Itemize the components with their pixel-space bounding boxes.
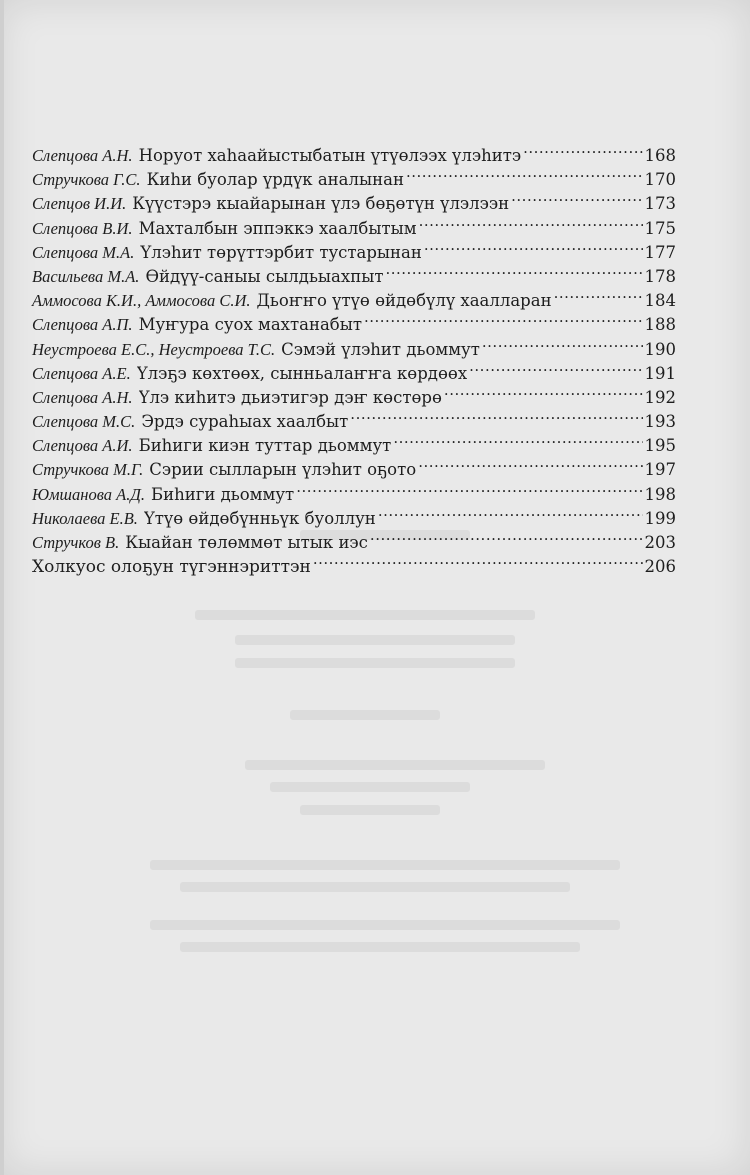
toc-entry-author: Слепцова А.П.	[32, 315, 133, 335]
toc-entry	[32, 480, 676, 504]
toc-leader-dots	[442, 383, 643, 403]
toc-leader-dots	[368, 528, 643, 548]
toc-entry	[32, 141, 676, 165]
table-of-contents	[32, 141, 676, 576]
toc-leader-dots	[376, 504, 643, 524]
toc-entry-page: 192	[644, 387, 676, 407]
toc-leader-dots	[480, 335, 643, 355]
toc-leader-dots	[467, 359, 642, 379]
toc-entry-page: 197	[644, 460, 676, 480]
toc-entry-author: Васильева М.А.	[32, 266, 140, 286]
toc-entry	[32, 238, 676, 262]
toc-leader-dots	[391, 431, 642, 451]
toc-entry-author: Неустроева Е.С., Неустроева Т.С.	[32, 339, 276, 359]
toc-entry-page: 203	[644, 533, 676, 552]
toc-entry	[32, 383, 676, 407]
toc-entry-author: Слепцова А.Н.	[32, 146, 133, 165]
toc-entry-author: Слепцова А.Н.	[32, 387, 133, 407]
toc-leader-dots	[362, 310, 643, 330]
toc-entry	[32, 262, 676, 286]
toc-entry-page: 184	[644, 291, 676, 311]
toc-entry	[32, 214, 676, 238]
toc-entry-page: 206	[644, 557, 676, 577]
toc-entry-author: Аммосова К.И., Аммосова С.И.	[32, 291, 251, 311]
toc-entry-title: Үлэhит төрүттэрбит тустарынан	[140, 242, 422, 262]
toc-leader-dots	[509, 189, 642, 209]
toc-entry-page: 195	[644, 436, 676, 456]
toc-entry-title: Күүстэрэ кыайарынан үлэ бөҕөтүн үлэлээн	[132, 194, 510, 214]
toc-entry-title: Дьоҥҥо үтүө өйдөбүлү хаалларан	[256, 291, 552, 311]
toc-entry	[32, 359, 676, 383]
toc-leader-dots	[552, 286, 643, 306]
toc-entry-title: Кыайан төлөммөт ытык иэс	[125, 533, 368, 552]
toc-entry-page: 188	[644, 315, 676, 335]
toc-entry-author: Слепцова А.И.	[32, 436, 133, 456]
toc-leader-dots	[311, 552, 643, 572]
toc-entry-title: Махталбын эппэккэ хаалбытым	[138, 218, 417, 238]
toc-entry-title: Киhи буолар үрдүк аналынан	[146, 170, 404, 190]
toc-leader-dots	[422, 238, 643, 258]
toc-entry-title: Биhиги киэн туттар дьоммут	[138, 436, 392, 456]
toc-entry-title: Үтүө өйдөбүнньүк буоллун	[143, 508, 376, 528]
toc-entry	[32, 335, 676, 359]
toc-entry-final	[32, 552, 676, 576]
toc-leader-dots	[417, 214, 643, 234]
toc-leader-dots	[294, 480, 642, 500]
toc-entry-author: Стручков В.	[32, 533, 120, 552]
toc-entry-title: Өйдүү-саныы сылдьыахпыт	[145, 266, 384, 286]
toc-entry-page: 191	[644, 363, 676, 383]
toc-entry	[32, 431, 676, 455]
toc-entry-page: 193	[644, 412, 676, 432]
toc-entry-author: Слепцова А.Е.	[32, 363, 131, 383]
toc-leader-dots	[416, 455, 642, 475]
toc-entry-author: Николаева Е.В.	[32, 508, 138, 528]
toc-entry-title: Сэмэй үлэhит дьоммут	[281, 339, 480, 359]
toc-entry-title: Холкуос олоҕун түгэннэриттэн	[32, 557, 311, 578]
toc-entry	[32, 528, 676, 552]
toc-entry-page: 198	[644, 484, 676, 504]
toc-entry-title: Эрдэ сураhыах хаалбыт	[141, 412, 349, 432]
toc-entry-page: 177	[644, 242, 676, 262]
toc-leader-dots	[383, 262, 642, 282]
toc-entry-author: Юмшанова А.Д.	[32, 484, 145, 504]
toc-entry-title: Биhиги дьоммут	[150, 484, 295, 504]
toc-entry	[32, 407, 676, 431]
toc-entry	[32, 189, 676, 213]
toc-entry-author: Слепцова М.А.	[32, 242, 135, 262]
toc-entry-author: Слепцова В.И.	[32, 218, 133, 238]
toc-entry-page: 170	[644, 170, 676, 190]
toc-entry-title: Үлэҕэ көхтөөх, сынньалаҥҥа көрдөөх	[136, 363, 468, 383]
toc-entry-page: 190	[644, 339, 676, 359]
toc-entry	[32, 504, 676, 528]
toc-entry-page: 178	[644, 266, 676, 286]
toc-entry-author: Слепцова М.С.	[32, 412, 136, 432]
toc-entry-title: Үлэ киhитэ дьиэтигэр дэҥ көстөрө	[138, 387, 442, 407]
toc-entry	[32, 165, 676, 189]
toc-entry-title: Муҥура суох махтанабыт	[138, 315, 362, 335]
toc-entry-author: Стручкова М.Г.	[32, 460, 144, 480]
toc-entry-title: Норуот хаhаайыстыбатын үтүөлээх үлэhитэ	[138, 146, 522, 165]
toc-entry	[32, 455, 676, 479]
toc-leader-dots	[348, 407, 642, 427]
toc-leader-dots	[521, 141, 642, 161]
toc-entry	[32, 310, 676, 334]
toc-entry	[32, 286, 676, 310]
toc-entry-page: 168	[644, 146, 676, 165]
toc-entry-page: 173	[644, 194, 676, 214]
toc-entry-page: 175	[644, 218, 676, 238]
toc-entry-author: Слепцов И.И.	[32, 194, 127, 214]
toc-entry-author: Стручкова Г.С.	[32, 170, 141, 190]
toc-leader-dots	[404, 165, 643, 185]
toc-entry-page: 199	[644, 508, 676, 528]
toc-entry-title: Сэрии сылларын үлэhит оҕото	[149, 460, 417, 480]
page-binding-edge	[0, 0, 4, 1175]
